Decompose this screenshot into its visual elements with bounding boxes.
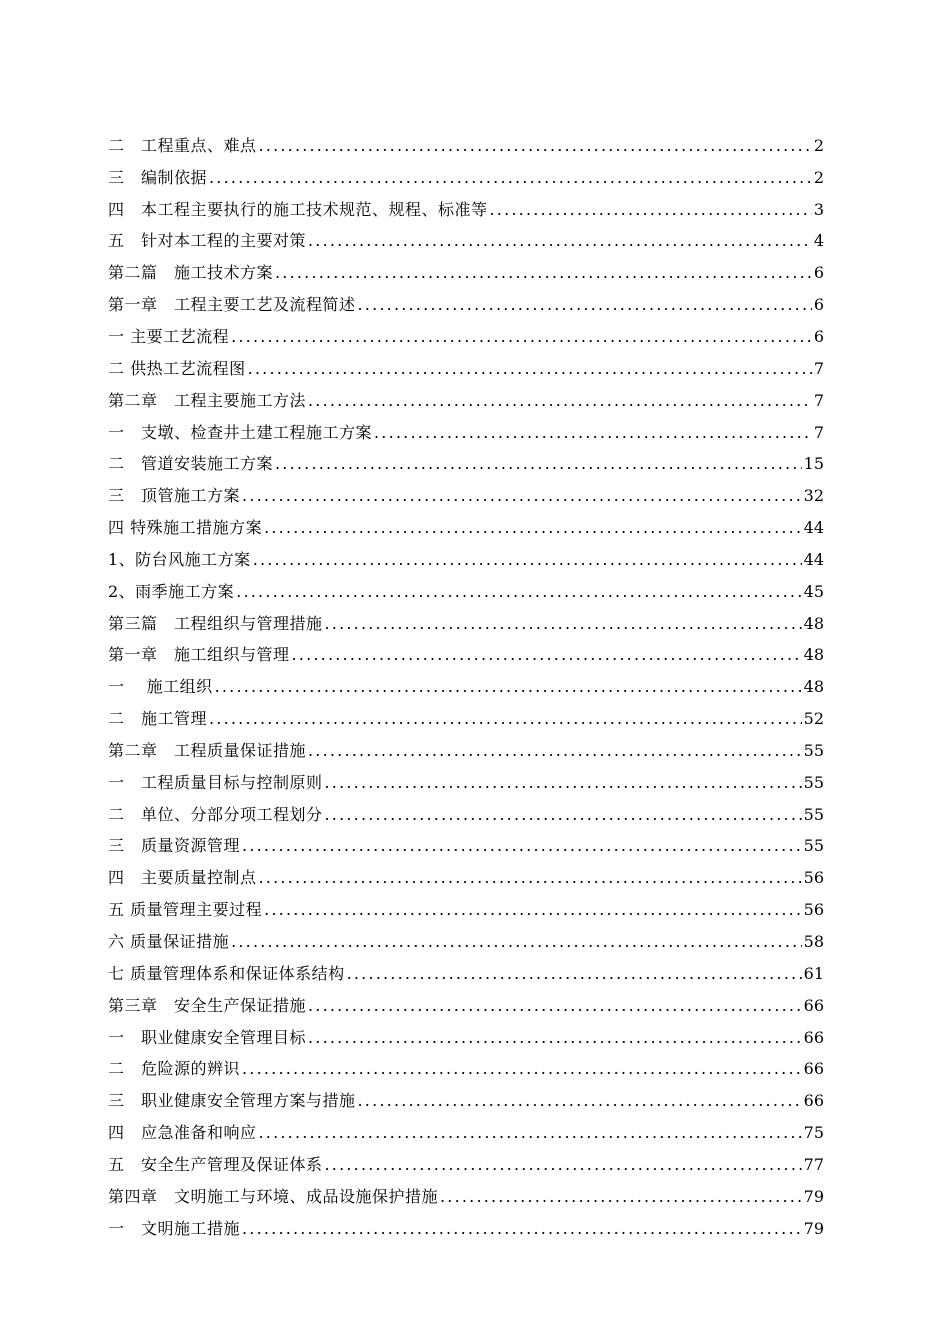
toc-entry-title: 五 针对本工程的主要对策 (108, 231, 307, 251)
toc-entry-title: 第四章 文明施工与环境、成品设施保护措施 (108, 1186, 439, 1206)
toc-entry[interactable] (108, 130, 824, 162)
toc-entry-page-number: 79 (803, 1218, 824, 1238)
toc-entry-page-number: 75 (803, 1123, 824, 1143)
toc-entry-title: 三 顶管施工方案 (108, 486, 241, 506)
toc-entry[interactable] (108, 1181, 824, 1213)
toc-entry-title: 七 质量管理体系和保证体系结构 (108, 963, 345, 983)
toc-dot-leader (215, 679, 802, 695)
toc-entry-title: 一 工程质量目标与控制原则 (108, 772, 323, 792)
toc-entry[interactable] (108, 1149, 824, 1181)
toc-entry-title: 第一章 施工组织与管理 (108, 645, 290, 665)
toc-entry[interactable] (108, 576, 824, 608)
toc-entry-title: 四 应急准备和响应 (108, 1123, 257, 1143)
toc-entry-title: 二 施工管理 (108, 709, 208, 729)
toc-entry[interactable] (108, 194, 824, 226)
toc-entry-page-number: 52 (803, 709, 824, 729)
toc-entry-title: 第二篇 施工技术方案 (108, 263, 274, 283)
toc-entry[interactable] (108, 862, 824, 894)
toc-entry-title: 三 质量资源管理 (108, 836, 241, 856)
toc-entry-page-number: 48 (803, 645, 824, 665)
toc-entry[interactable] (108, 512, 824, 544)
toc-entry[interactable] (108, 353, 824, 385)
toc-dot-leader (209, 711, 802, 727)
toc-dot-leader (242, 488, 802, 504)
toc-dot-leader (308, 998, 802, 1014)
toc-entry-title: 四 本工程主要执行的施工技术规范、规程、标准等 (108, 199, 488, 219)
toc-entry-title: 三 编制依据 (108, 167, 208, 187)
toc-dot-leader (308, 393, 812, 409)
toc-entry-page-number: 2 (813, 135, 824, 155)
toc-entry-page-number: 7 (813, 422, 824, 442)
toc-entry-page-number: 61 (803, 963, 824, 983)
toc-entry-page-number: 77 (803, 1154, 824, 1174)
toc-dot-leader (236, 584, 801, 600)
toc-entry[interactable] (108, 1213, 824, 1245)
toc-entry-title: 一 文明施工措施 (108, 1218, 241, 1238)
toc-dot-leader (358, 297, 812, 313)
toc-entry[interactable] (108, 671, 824, 703)
toc-entry[interactable] (108, 1022, 824, 1054)
toc-entry-page-number: 66 (803, 1059, 824, 1079)
toc-entry[interactable] (108, 226, 824, 258)
toc-entry[interactable] (108, 289, 824, 321)
toc-dot-leader (490, 202, 812, 218)
toc-entry-page-number: 55 (803, 740, 824, 760)
toc-dot-leader (259, 138, 812, 154)
table-of-contents (108, 130, 824, 1245)
toc-dot-leader (209, 170, 812, 186)
toc-entry-page-number: 45 (803, 581, 824, 601)
toc-entry-page-number: 6 (813, 263, 824, 283)
toc-entry-page-number: 4 (813, 231, 824, 251)
toc-entry-page-number: 58 (803, 932, 824, 952)
toc-entry-title: 四 主要质量控制点 (108, 868, 257, 888)
toc-entry[interactable] (108, 321, 824, 353)
toc-entry-page-number: 2 (813, 167, 824, 187)
toc-dot-leader (292, 647, 802, 663)
toc-entry[interactable] (108, 958, 824, 990)
toc-entry-page-number: 55 (803, 836, 824, 856)
toc-entry-page-number: 79 (803, 1186, 824, 1206)
toc-entry[interactable] (108, 544, 824, 576)
toc-entry[interactable] (108, 448, 824, 480)
toc-entry-page-number: 7 (813, 390, 824, 410)
toc-dot-leader (275, 456, 802, 472)
toc-dot-leader (264, 902, 802, 918)
toc-dot-leader (347, 966, 802, 982)
toc-entry-title: 二 危险源的辨识 (108, 1059, 241, 1079)
toc-entry-title: 六 质量保证措施 (108, 932, 230, 952)
toc-entry-page-number: 56 (803, 868, 824, 888)
toc-dot-leader (308, 1030, 802, 1046)
toc-entry-title: 二 工程重点、难点 (108, 135, 257, 155)
toc-entry-title: 五 安全生产管理及保证体系 (108, 1154, 323, 1174)
toc-entry[interactable] (108, 1085, 824, 1117)
toc-dot-leader (242, 1221, 802, 1237)
toc-entry[interactable] (108, 799, 824, 831)
toc-entry[interactable] (108, 385, 824, 417)
toc-entry-page-number: 48 (803, 613, 824, 633)
toc-entry-page-number: 15 (803, 454, 824, 474)
toc-entry-title: 第三篇 工程组织与管理措施 (108, 613, 323, 633)
toc-dot-leader (259, 1125, 802, 1141)
toc-dot-leader (308, 233, 812, 249)
toc-entry-page-number: 6 (813, 295, 824, 315)
toc-entry[interactable] (108, 480, 824, 512)
toc-entry[interactable] (108, 926, 824, 958)
toc-dot-leader (259, 870, 802, 886)
toc-dot-leader (325, 807, 802, 823)
toc-entry-title: 第二章 工程质量保证措施 (108, 740, 307, 760)
toc-dot-leader (242, 838, 802, 854)
toc-entry[interactable] (108, 831, 824, 863)
toc-entry-title: 一 支墩、检查井土建工程施工方案 (108, 422, 373, 442)
toc-entry[interactable] (108, 990, 824, 1022)
toc-entry-page-number: 56 (803, 900, 824, 920)
toc-entry-title: 二 管道安装施工方案 (108, 454, 274, 474)
toc-dot-leader (325, 1157, 802, 1173)
toc-dot-leader (264, 520, 802, 536)
toc-entry[interactable] (108, 417, 824, 449)
toc-entry[interactable] (108, 162, 824, 194)
toc-dot-leader (325, 616, 802, 632)
toc-entry-page-number: 66 (803, 1091, 824, 1111)
toc-entry-page-number: 55 (803, 772, 824, 792)
toc-entry-page-number: 7 (813, 358, 824, 378)
toc-entry[interactable] (108, 1053, 824, 1085)
toc-dot-leader (325, 775, 802, 791)
toc-entry[interactable] (108, 767, 824, 799)
toc-entry-page-number: 3 (813, 199, 824, 219)
toc-entry[interactable] (108, 1117, 824, 1149)
toc-entry-page-number: 6 (813, 326, 824, 346)
toc-entry-title: 二 单位、分部分项工程划分 (108, 804, 323, 824)
toc-entry-page-number: 48 (803, 677, 824, 697)
toc-entry[interactable] (108, 894, 824, 926)
toc-dot-leader (275, 265, 812, 281)
toc-entry[interactable] (108, 703, 824, 735)
toc-entry[interactable] (108, 608, 824, 640)
toc-entry-title: 一 施工组织 (108, 677, 213, 697)
toc-dot-leader (248, 361, 812, 377)
toc-entry-title: 二 供热工艺流程图 (108, 358, 246, 378)
toc-dot-leader (242, 1061, 802, 1077)
toc-entry-title: 第三章 安全生产保证措施 (108, 995, 307, 1015)
toc-entry-page-number: 55 (803, 804, 824, 824)
toc-entry[interactable] (108, 257, 824, 289)
toc-dot-leader (440, 1189, 802, 1205)
toc-entry[interactable] (108, 735, 824, 767)
toc-entry-page-number: 32 (803, 486, 824, 506)
toc-entry-title: 1、防台风施工方案 (108, 549, 251, 569)
toc-entry-title: 一 主要工艺流程 (108, 326, 230, 346)
toc-entry-page-number: 44 (803, 549, 824, 569)
toc-dot-leader (253, 552, 802, 568)
toc-entry-title: 2、雨季施工方案 (108, 581, 235, 601)
toc-dot-leader (231, 934, 802, 950)
toc-entry-title: 五 质量管理主要过程 (108, 900, 263, 920)
toc-dot-leader (231, 329, 812, 345)
toc-entry-page-number: 66 (803, 995, 824, 1015)
toc-dot-leader (374, 425, 812, 441)
toc-entry-title: 四 特殊施工措施方案 (108, 518, 263, 538)
toc-entry-title: 一 职业健康安全管理目标 (108, 1027, 307, 1047)
toc-entry-title: 第二章 工程主要施工方法 (108, 390, 307, 410)
toc-dot-leader (358, 1093, 802, 1109)
toc-entry-page-number: 66 (803, 1027, 824, 1047)
toc-entry-title: 第一章 工程主要工艺及流程简述 (108, 295, 356, 315)
toc-entry-page-number: 44 (803, 518, 824, 538)
toc-dot-leader (308, 743, 802, 759)
toc-entry[interactable] (108, 640, 824, 672)
toc-entry-title: 三 职业健康安全管理方案与措施 (108, 1091, 356, 1111)
